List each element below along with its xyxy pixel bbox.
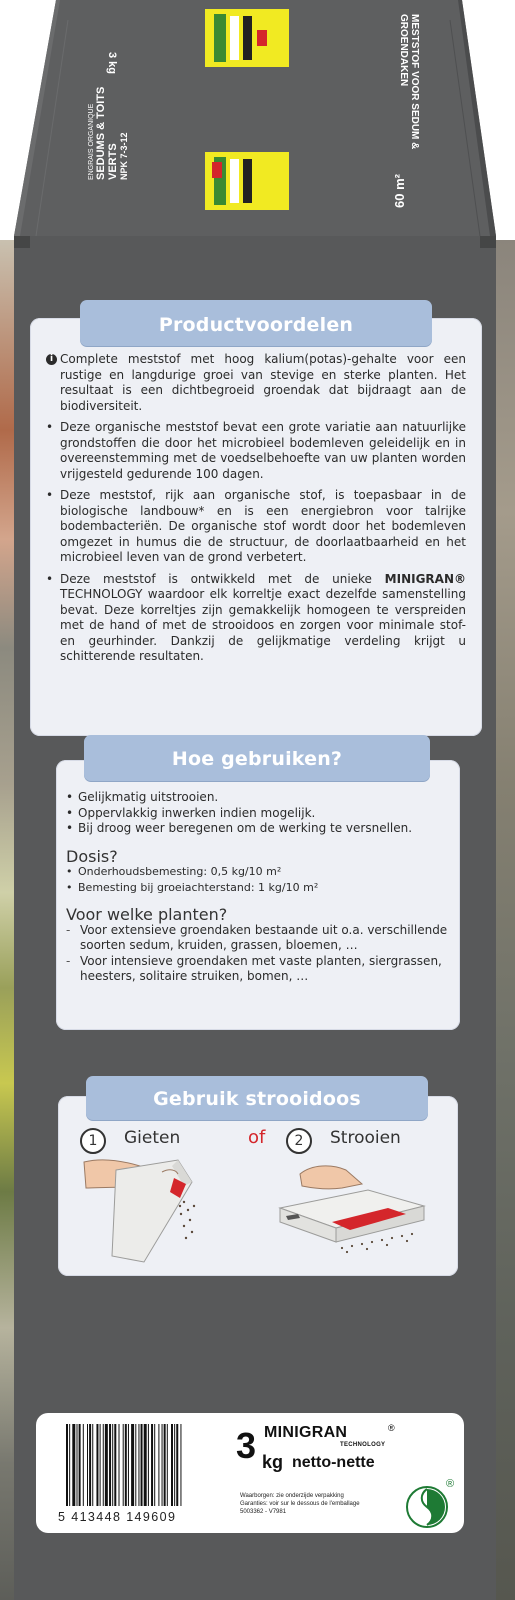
product-code: 5003362 - V7981 bbox=[240, 1509, 287, 1515]
recycle-registered-mark: ® bbox=[446, 1478, 455, 1490]
barcode-bar bbox=[138, 1424, 139, 1506]
benefit-item bbox=[46, 352, 466, 414]
net-weight-label: netto-nette bbox=[292, 1454, 375, 1471]
barcode-digits: 5 413448 149609 bbox=[58, 1510, 177, 1524]
barcode-bar bbox=[154, 1424, 155, 1506]
barcode-bar bbox=[135, 1424, 136, 1506]
barcode-bar bbox=[112, 1424, 113, 1506]
right-edge-background bbox=[493, 240, 515, 1600]
top-line-rev: MESTSTOF VOOR SEDUM & GROENDAKEN bbox=[398, 14, 420, 150]
barcode-bar bbox=[83, 1424, 84, 1506]
benefit-text: Deze meststof is ontwikkeld met de unieke MINIGRAN® TECHNOLOGY waardoor elk korreltje exact dezelfde samenstelling bevat. Deze korreltjes zijn gemakkelijk homogeen te verspreiden met de hand of met de strooidoos en zorgen voor minimale stof- en geurhinder. Dankzij de gelijkmatige verdeling krijgt u schitterende resultaten. bbox=[60, 571, 466, 663]
brand-registered-mark: ® bbox=[388, 1423, 395, 1433]
benefit-text: Deze organische meststof bevat een grote variatie aan natuurlijke grondstoffen die door het microbieel bodemleven geleidelijk en in overeenstemming met de voedselbehoefte van uw planten worden vrijgesteld gedurende 100 dagen. bbox=[60, 420, 466, 481]
pour-illustration bbox=[80, 1158, 210, 1268]
benefit-text: Complete meststof met hoog kalium(potas)-gehalte voor een rustige en langdurige groei van stevige en sterke planten. Het resultaat is een dichtbegroeid groendak dat bijdraagt aan de biodiversiteit. bbox=[60, 352, 466, 413]
barcode-bar bbox=[158, 1424, 159, 1506]
benefit-item bbox=[46, 572, 466, 665]
bullet-icon: • bbox=[46, 420, 54, 434]
barcode-bar bbox=[141, 1424, 143, 1506]
use-step: • Oppervlakkig inwerken indien mogelijk. bbox=[66, 805, 316, 820]
barcode-bar bbox=[100, 1424, 101, 1506]
benefit-item bbox=[46, 488, 466, 566]
barcode-bar bbox=[105, 1424, 108, 1506]
box-fold-notch-right bbox=[480, 236, 496, 248]
barcode-bar bbox=[171, 1424, 173, 1506]
green-dot-recycle-icon bbox=[402, 1478, 455, 1530]
box-fold-notch-left bbox=[14, 236, 30, 248]
barcode-bar bbox=[87, 1424, 88, 1506]
step-2-number: 2 bbox=[286, 1128, 312, 1154]
top-weight-right: 60 m² bbox=[392, 174, 407, 208]
info-icon: i bbox=[46, 354, 57, 365]
weight-number: 3 bbox=[236, 1425, 257, 1466]
dose-heading: Dosis? bbox=[66, 846, 118, 866]
product-benefits-list bbox=[46, 352, 466, 671]
how-to-use-body bbox=[66, 790, 456, 985]
top-line-1: ENGRAIS ORGANIQUE bbox=[88, 103, 95, 180]
plants-heading: Voor welke planten? bbox=[66, 905, 228, 924]
barcode-bar bbox=[162, 1424, 163, 1506]
step-2-label: Strooien bbox=[330, 1128, 401, 1148]
barcode-bar bbox=[144, 1424, 147, 1506]
top-line-2: SEDUMS & TOITS VERTS bbox=[95, 86, 119, 180]
barcode-bar bbox=[167, 1424, 168, 1506]
barcode-bar bbox=[89, 1424, 91, 1506]
dose-item: • Onderhoudsbemesting: 0,5 kg/10 m² bbox=[66, 865, 282, 878]
strew-illustration bbox=[272, 1160, 442, 1260]
step-1-label: Gieten bbox=[124, 1128, 181, 1148]
barcode-bar bbox=[119, 1424, 120, 1506]
benefit-item bbox=[46, 420, 466, 482]
barcode-bar bbox=[114, 1424, 116, 1506]
barcode-bar bbox=[77, 1424, 78, 1506]
or-label: of bbox=[248, 1127, 266, 1148]
barcode bbox=[64, 1424, 228, 1508]
guarantee-note-nl: Waarborgen: zie onderzijde verpakking bbox=[240, 1493, 344, 1499]
barcode-bar bbox=[180, 1424, 181, 1506]
dispenser-title: Gebruik strooidoos bbox=[86, 1076, 428, 1120]
top-text-right bbox=[398, 14, 420, 164]
barcode-bars bbox=[64, 1424, 228, 1508]
guarantee-note-fr: Garanties: voir sur le dessous de l'emballage bbox=[240, 1501, 360, 1507]
barcode-bar bbox=[164, 1424, 166, 1506]
barcode-bar bbox=[123, 1424, 124, 1506]
step-1-number: 1 bbox=[80, 1128, 106, 1154]
minigran-brand-inline: MINIGRAN® bbox=[384, 571, 466, 586]
weight-unit: kg bbox=[262, 1452, 284, 1472]
benefit-text: Deze meststof, rijk aan organische stof, is toepasbaar in de biologische landbouw* en is een energiebron voor talrijke bodembacteriën. De organische stof wordt door het bodemleven omgezet in humus die de structuur, de doorlaatbaarheid en het microbieel leven van de grond verbetert. bbox=[60, 488, 466, 564]
top-logo-block-2 bbox=[205, 152, 289, 210]
dose-item: • Bemesting bij groeiachterstand: 1 kg/10 m² bbox=[66, 880, 319, 894]
barcode-bar bbox=[125, 1424, 127, 1506]
barcode-bar bbox=[109, 1424, 111, 1506]
brand-subtitle: TECHNOLOGY bbox=[340, 1442, 386, 1448]
barcode-bar bbox=[66, 1424, 68, 1506]
barcode-bar bbox=[128, 1424, 129, 1506]
barcode-bar bbox=[131, 1424, 134, 1506]
barcode-bar bbox=[176, 1424, 178, 1506]
use-step: • Bij droog weer beregenen om de werking te versnellen. bbox=[66, 821, 413, 835]
barcode-bar bbox=[79, 1424, 81, 1506]
top-weight-left: 3 kg bbox=[106, 52, 118, 75]
box-top-face bbox=[0, 0, 515, 240]
barcode-bar bbox=[92, 1424, 93, 1506]
barcode-bar bbox=[103, 1424, 104, 1506]
product-benefits-title: Productvoordelen bbox=[80, 300, 432, 346]
bullet-icon: • bbox=[46, 488, 54, 502]
barcode-bar bbox=[174, 1424, 175, 1506]
top-text-left bbox=[88, 60, 129, 180]
barcode-bar bbox=[96, 1424, 98, 1506]
how-to-use-title: Hoe gebruiken? bbox=[84, 735, 430, 781]
barcode-bar bbox=[69, 1424, 70, 1506]
barcode-bar bbox=[72, 1424, 75, 1506]
brand-name: MINIGRAN bbox=[264, 1424, 348, 1441]
use-step: • Gelijkmatig uitstrooien. bbox=[66, 790, 219, 804]
plant-item: - Voor extensieve groendaken bestaande uit o.a. verschillende soorten sedum, kruiden, grassen, bloemen, … bbox=[66, 922, 448, 952]
top-logo-block-1 bbox=[205, 9, 289, 67]
plant-item: - Voor intensieve groendaken met vaste planten, siergrassen, heesters, solitaire struiken, bomen, … bbox=[66, 953, 442, 983]
barcode-bar bbox=[148, 1424, 149, 1506]
barcode-bar bbox=[151, 1424, 153, 1506]
bullet-icon: • bbox=[46, 571, 54, 586]
top-line-3: NPK 7-3-12 bbox=[119, 132, 129, 180]
